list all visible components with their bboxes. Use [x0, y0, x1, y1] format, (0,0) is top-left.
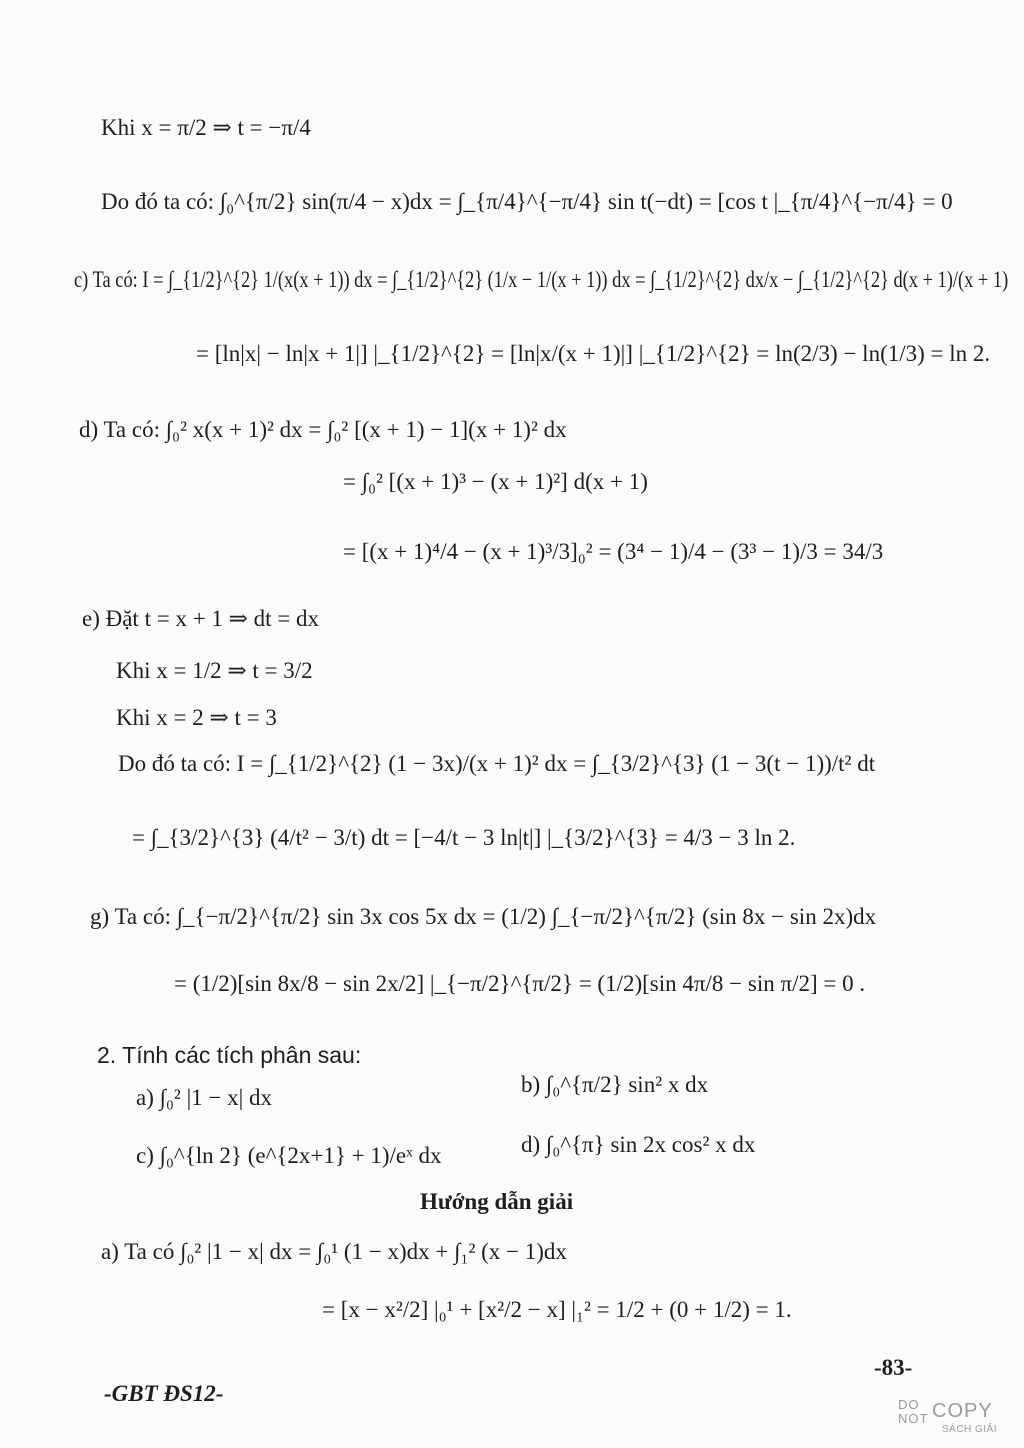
watermark-logo: DO NOT COPY SÁCH GIẢI [898, 1397, 998, 1435]
text-line-part-e-4: Do đó ta có: I = ∫_{1/2}^{2} (1 − 3x)/(x + 1)² dx = ∫_{3/2}^{3} (1 − 3(t − 1))/t² dt [118, 751, 876, 776]
text-line-part-g-1: g) Ta có: ∫_{−π/2}^{π/2} sin 3x cos 5x dx = (1/2) ∫_{−π/2}^{π/2} (sin 8x − sin 2x)dx [90, 904, 877, 929]
solution-2a-1: a) Ta có ∫₀² |1 − x| dx = ∫₀¹ (1 − x)dx + ∫₁² (x − 1)dx [101, 1239, 567, 1264]
exercise-2c: c) ∫₀^{ln 2} (e^{2x+1} + 1)/eˣ dx [136, 1143, 442, 1168]
section-heading-huong-dan-giai: Hướng dẫn giải [420, 1189, 574, 1214]
text-line-part-d-3: = [(x + 1)⁴/4 − (x + 1)³/3]₀² = (3⁴ − 1)/4 − (3³ − 1)/3 = 34/3 [343, 539, 884, 564]
text-line-part-e-5: = ∫_{3/2}^{3} (4/t² − 3/t) dt = [−4/t − 3 ln|t|] |_{3/2}^{3} = 4/3 − 3 ln 2. [132, 825, 796, 850]
text-line-part-e-1: e) Đặt t = x + 1 ⇒ dt = dx [82, 606, 320, 631]
text-line-part-d-1: d) Ta có: ∫₀² x(x + 1)² dx = ∫₀² [(x + 1) − 1](x + 1)² dx [79, 417, 567, 442]
solution-2a-2: = [x − x²/2] |₀¹ + [x²/2 − x] |₁² = 1/2 + (0 + 1/2) = 1. [322, 1297, 792, 1322]
text-line-khi-x-pi-2: Khi x = π/2 ⇒ t = −π/4 [101, 115, 311, 140]
exercise-2-heading: 2. Tính các tích phân sau: [97, 1042, 362, 1068]
text-line-part-d-2: = ∫₀² [(x + 1)³ − (x + 1)²] d(x + 1) [343, 469, 648, 494]
text-line-do-do-ta-co-1: Do đó ta có: ∫₀^{π/2} sin(π/4 − x)dx = ∫_{π/4}^{−π/4} sin t(−dt) = [cos t |_{π/4}^{−π/4} = 0 [101, 189, 953, 214]
text-line-part-c-2: = [ln|x| − ln|x + 1|] |_{1/2}^{2} = [ln|x/(x + 1)|] |_{1/2}^{2} = ln(2/3) − ln(1/3) = ln 2. [196, 341, 991, 366]
book-code: -GBT ĐS12- [104, 1381, 224, 1406]
text-line-part-c-1: c) Ta có: I = ∫_{1/2}^{2} 1/(x(x + 1)) dx = ∫_{1/2}^{2} (1/x − 1/(x + 1)) dx = ∫_{1/2}^{2} dx/x − ∫_{1/2}^{2} d(x + 1)/(x + 1) [74, 267, 1009, 292]
exercise-2a: a) ∫₀² |1 − x| dx [136, 1085, 273, 1110]
text-line-part-g-2: = (1/2)[sin 8x/8 − sin 2x/2] |_{−π/2}^{π/2} = (1/2)[sin 4π/8 − sin π/2] = 0 . [174, 971, 866, 996]
page-number: -83- [874, 1355, 913, 1380]
text-line-part-e-3: Khi x = 2 ⇒ t = 3 [116, 705, 277, 730]
text-line-part-e-2: Khi x = 1/2 ⇒ t = 3/2 [116, 658, 313, 683]
exercise-2d: d) ∫₀^{π} sin 2x cos² x dx [521, 1132, 756, 1157]
exercise-2b: b) ∫₀^{π/2} sin² x dx [521, 1072, 709, 1097]
